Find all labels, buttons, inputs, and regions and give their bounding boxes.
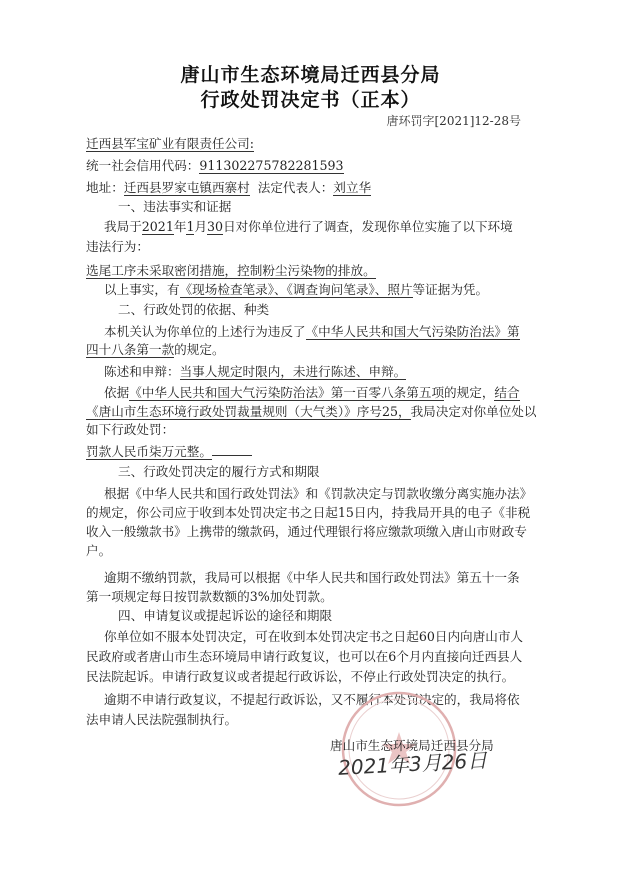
document-number: 唐环罚字[2021]12-28号: [386, 114, 521, 128]
section3-line3: 收入一般缴款书》上携带的缴款码，通过代理银行将应缴款项缴入唐山市财政专: [86, 524, 527, 539]
document-title-line1: 唐山市生态环境局迁西县分局: [180, 64, 441, 86]
company-name: 迁西县军宝矿业有限责任公司:: [86, 136, 254, 151]
penalty-amount: [86, 443, 252, 460]
section2-para3-line1: [104, 384, 520, 401]
text: 的规定，: [444, 385, 495, 400]
violation-description: [86, 262, 376, 279]
text: 我局决定对你单位处以: [410, 404, 537, 419]
section3-line6: 第一项规定每日按罚款数额的3%加处罚款。: [86, 589, 333, 604]
violated-law: 《中华人民共和国大气污染防治法》第: [305, 324, 520, 339]
section3-line2: 的规定，你公司应于收到本处罚决定书之日起15日内，持我局开具的电子《非税: [86, 505, 531, 520]
credit-code: 911302275782281593: [199, 158, 344, 173]
text: 等证据为凭。: [412, 282, 489, 297]
handwritten-date: 2021年3月26日: [337, 748, 488, 780]
party-company: [86, 135, 254, 152]
text: 月: [194, 219, 208, 234]
credit-code-row: [86, 157, 344, 174]
statement-defense: [104, 363, 406, 380]
section2-para1-line2: [86, 341, 225, 358]
section4-line5: 法申请人民法院强制执行。: [86, 712, 238, 727]
section1-heading: 一、违法事实和证据: [118, 199, 232, 214]
credit-code-label: 统一社会信用代码：: [86, 158, 200, 173]
penalty-basis-law: 《中华人民共和国大气污染防治法》第一百零八条第五项: [129, 385, 445, 400]
text: 年: [173, 219, 187, 234]
section4-line4: 逾期不申请行政复议，不提起行政诉讼，又不履行本处罚决定的，我局将依: [104, 692, 520, 707]
section2-para3-line2: [86, 403, 537, 420]
section4-line3: 民法院起诉。申请行政复议或者提起行政诉讼，不停止行政处罚决定的执行。: [86, 669, 515, 684]
text: 本机关认为你单位的上述行为违反了: [104, 324, 306, 339]
underline-filler: [212, 455, 252, 456]
survey-year: 2021: [141, 219, 174, 234]
legal-rep-label: 法定代表人：: [257, 180, 334, 195]
legal-rep-value: 刘立华: [333, 180, 372, 195]
section1-evidence: [104, 281, 488, 298]
discretion-rule: 《唐山市生态环境行政处罚裁量规则（大气类）》序号25，: [86, 404, 411, 419]
section1-para1-line2: 违法行为：: [86, 239, 149, 254]
section3-line5: 逾期不缴纳罚款，我局可以根据《中华人民共和国行政处罚法》第五十一条: [104, 570, 520, 585]
text: 依据: [104, 385, 130, 400]
address-value: 迁西县罗家屯镇西寨村: [123, 180, 250, 195]
evidence-list: 《现场检查笔录》、《调查询问笔录》、照片: [179, 282, 413, 297]
section2-para1-line1: [104, 323, 520, 340]
section3-line1: 根据《中华人民共和国行政处罚法》和《罚款决定与罚款收缴分离实施办法》: [104, 486, 533, 501]
violated-article: 四十八条第一款: [86, 342, 175, 357]
text: 以上事实，有: [104, 282, 180, 297]
section4-line2: 民政府或者唐山市生态环境局申请行政复议，也可以在6个月内直接向迁西县人: [86, 649, 523, 664]
text: 我局于: [104, 219, 142, 234]
section3-line4: 户。: [86, 543, 112, 558]
violation-text: 选尾工序未采取密闭措施，控制粉尘污染物的排放。: [86, 263, 376, 278]
statement-result: 当事人规定时限内，未进行陈述、申辩。: [179, 364, 407, 379]
penalty-text: 罚款人民币柒万元整。: [86, 444, 212, 459]
address-row: [86, 179, 371, 196]
section1-para1-line1: [104, 218, 513, 235]
text: 日对你单位进行了调查，发现你单位实施了以下环境: [223, 219, 513, 234]
section4-line1: 你单位如不服本处罚决定，可在收到本处罚决定书之日起60日内向唐山市人: [104, 629, 524, 644]
text: 陈述和申辩：: [104, 364, 180, 379]
document-title-line2: 行政处罚决定书（正本）: [200, 89, 421, 111]
address-label: 地址：: [86, 180, 124, 195]
issuer-name: 唐山市生态环境局迁西县分局: [330, 738, 494, 753]
survey-day: 30: [207, 219, 224, 234]
survey-month: 1: [186, 219, 195, 234]
text: 结合: [494, 385, 520, 400]
section3-heading: 三、行政处罚决定的履行方式和期限: [118, 464, 320, 479]
section2-para3-line3: 如下行政处罚：: [86, 422, 175, 437]
section4-heading: 四、申请复议或提起诉讼的途径和期限: [118, 608, 333, 623]
text: 的规定。: [174, 342, 225, 357]
section2-heading: 二、行政处罚的依据、种类: [118, 302, 270, 317]
